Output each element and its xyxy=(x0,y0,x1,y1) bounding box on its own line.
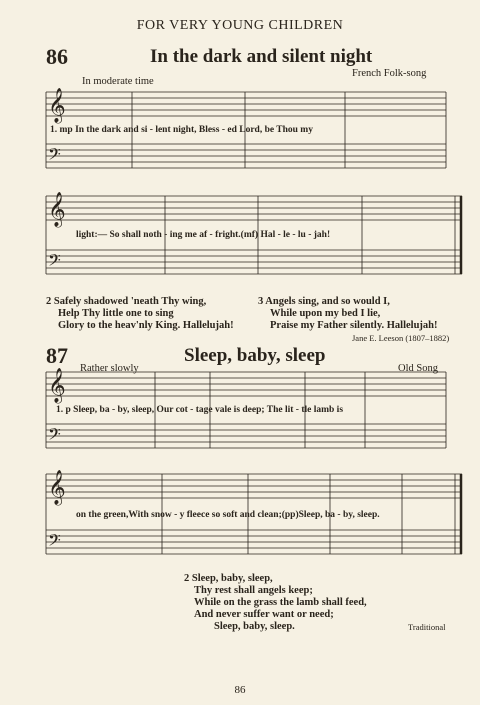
hymn-87-number: 87 xyxy=(46,343,68,368)
staff-86-1-treble xyxy=(46,92,446,116)
hymn-87-verse-2: 2 Sleep, baby, sleep, Thy rest shall angels keep; While on the grass the lamb shall feed, And never suffer want or need; Sleep, baby, sleep. xyxy=(184,573,367,632)
treble-clef-icon: 𝄞 xyxy=(48,192,66,227)
hymn-87-lyrics-line-1: 1. p Sleep, ba - by, sleep, Our cot - tage vale is deep; The lit - tle lamb is xyxy=(56,405,344,415)
hymn-86-source: French Folk-song xyxy=(352,68,427,79)
staff-86-1-bass xyxy=(46,144,446,168)
hymn-87-lyrics-line-2: on the green,With snow - y fleece so soft and clean;(pp)Sleep, ba - by, sleep. xyxy=(76,510,380,520)
treble-clef-icon: 𝄞 xyxy=(48,470,66,505)
staff-86-2-treble xyxy=(46,196,462,220)
hymn-87-tempo: Rather slowly xyxy=(80,363,139,374)
staff-87-1-treble xyxy=(46,372,446,396)
treble-clef-icon: 𝄞 xyxy=(48,368,66,403)
hymn-86-title: In the dark and silent night xyxy=(150,46,373,67)
hymn-86-verse-2: 2 Safely shadowed 'neath Thy wing, Help Thy little one to sing Glory to the heav'nly King. Hallelujah! xyxy=(46,296,234,331)
hymn-87-author: Traditional xyxy=(408,622,446,632)
hymn-86-verse-3: 3 Angels sing, and so would I, While upon my bed I lie, Praise my Father silently. Hallelujah! xyxy=(258,296,438,331)
hymn-87-source: Old Song xyxy=(398,363,438,374)
bass-clef-icon: 𝄢 xyxy=(48,250,61,274)
page-number: 86 xyxy=(234,684,246,696)
bass-clef-icon: 𝄢 xyxy=(48,424,61,448)
bass-clef-icon: 𝄢 xyxy=(48,144,61,168)
hymn-86-lyrics-line-1: 1. mp In the dark and si - lent night, Bless - ed Lord, be Thou my xyxy=(50,125,313,135)
hymn-86-author: Jane E. Leeson (1807–1882) xyxy=(352,333,450,343)
staff-87-2-treble xyxy=(46,474,462,498)
staff-86-2-bass xyxy=(46,250,462,274)
section-header: FOR VERY YOUNG CHILDREN xyxy=(136,18,344,33)
hymn-86-number: 86 xyxy=(46,44,68,69)
staff-87-2-bass xyxy=(46,530,462,554)
hymn-86-tempo: In moderate time xyxy=(82,76,154,87)
hymn-87-title: Sleep, baby, sleep xyxy=(184,345,326,366)
treble-clef-icon: 𝄞 xyxy=(48,88,66,123)
hymn-86-lyrics-line-2: light:— So shall noth - ing me af - fright.(mf) Hal - le - lu - jah! xyxy=(76,230,331,240)
bass-clef-icon: 𝄢 xyxy=(48,530,61,554)
staff-87-1-bass xyxy=(46,424,446,448)
